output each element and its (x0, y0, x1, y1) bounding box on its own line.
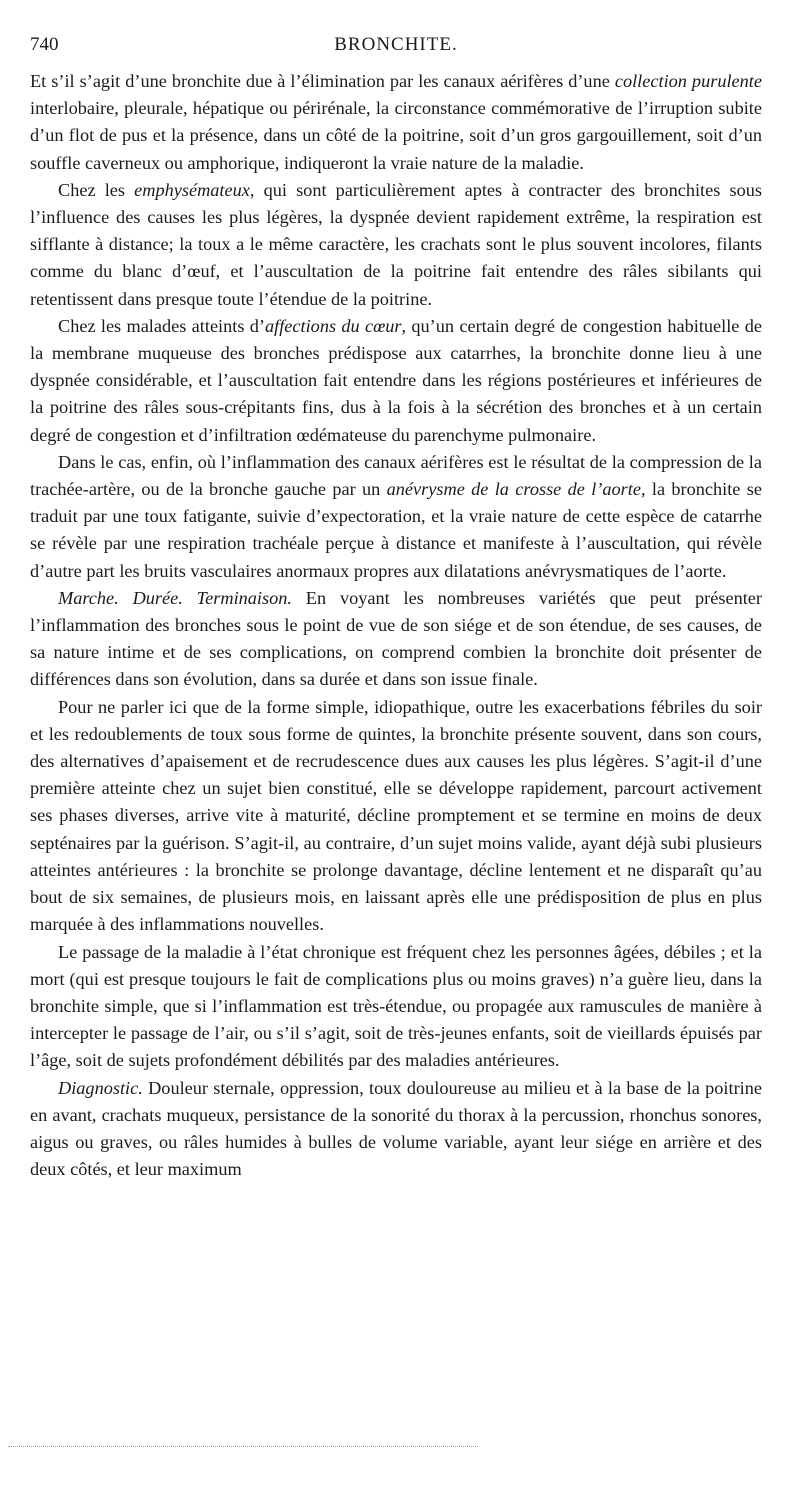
paragraph-text: Le passage de la maladie à l’état chronique est fréquent chez les personnes âgées, débiles ; et la mort (qui est presque toujours le fait de complications plus ou moins graves) n’a guère lieu, dans la bronchite simple, que si l’inflammation est très-étendue, ou propagée aux ramuscules de manière à intercepter le passage de l’air, ou s’il s’agit, soit de très-jeunes enfants, soit de vieillards épuisés par l’âge, soit de sujets profondément débilités par des maladies antérieures. (30, 941, 762, 1071)
page-header (30, 34, 762, 64)
paragraph-text: Et s’il s’agit d’une bronchite due à l’élimination par les canaux aérifères d’une (30, 71, 615, 91)
paragraph-text: , qui sont particulièrement aptes à contracter des bronchites sous l’influence des causes les plus légères, la dyspnée devient rapidement extrême, la respiration est sifflante à distance; la toux a le même caractère, les crachats sont le plus souvent incolores, filants comme du blanc d’œuf, et l’auscultation de la poitrine fait entendre des râles sibilants qui retentissent dans presque toute l’étendue de la poitrine. (30, 179, 762, 309)
body-text (30, 68, 762, 1183)
paragraph-text: Chez les malades atteints d’ (58, 315, 265, 336)
paragraph-text: Douleur sternale, oppression, toux douloureuse au milieu et à la base de la poitrine en avant, crachats muqueux, persistance de la sonorité du thorax à la percussion, rhonchus sonores, aigus ou graves, ou râles humides à bulles de volume variable, ayant leur siége en arrière et des deux côtés, et leur maximum (30, 1077, 762, 1180)
page-number: 740 (30, 34, 59, 55)
italic-text: emphysémateux (134, 179, 250, 200)
italic-text: collection purulente (614, 71, 762, 91)
footer-rule (8, 1446, 478, 1447)
paragraph (30, 1075, 762, 1184)
page (30, 34, 762, 1183)
paragraph (30, 177, 762, 313)
paragraph-text: , la bronchite se traduit par une toux fatigante, suivie d’expectoration, et la vraie nature de cette espèce de catarrhe se révèle par une respiration trachéale perçue à distance et manifeste à l’auscultation, qui révèle d’autre part les bruits vasculaires anormaux propres aux dilatations anévrysmatiques de l’aorte. (30, 479, 762, 581)
paragraph (30, 449, 762, 585)
paragraph-text: Chez les (58, 179, 135, 200)
italic-text: Marche. Durée. Terminaison. (58, 587, 292, 608)
italic-text: Diagnostic. (58, 1077, 143, 1098)
paragraph (30, 68, 762, 177)
paragraph-text: , qu’un certain degré de congestion habituelle de la membrane muqueuse des bronches prédispose aux catarrhes, la bronchite donne lieu à une dyspnée considérable, et l’auscultation fait entendre dans les régions postérieures et inférieures de la poitrine des râles sous-crépitants fins, dus à la fois à la sécrétion des bronches et à un certain degré de congestion et d’infiltration œdémateuse du parenchyme pulmonaire. (30, 315, 762, 445)
running-title: BRONCHITE. (334, 34, 458, 55)
paragraph (30, 939, 762, 1075)
paragraph-text: Pour ne parler ici que de la forme simple, idiopathique, outre les exacerbations fébriles du soir et les redoublements de toux sous forme de quintes, la bronchite présente souvent, dans son cours, des alternatives d’apaisement et de recrudescence dues aux causes les plus légères. S’agit-il d’une première atteinte chez un sujet bien constitué, elle se développe rapidement, parcourt activement ses phases diverses, arrive vite à maturité, décline promptement et se termine en moins de deux septénaires par la guérison. S’agit-il, au contraire, d’un sujet moins valide, ayant déjà subi plusieurs atteintes antérieures : la bronchite se prolonge davantage, décline lentement et ne disparaît qu’au bout de six semaines, de plusieurs mois, en laissant après elle une prédisposition de plus en plus marquée à des inflammations nouvelles. (30, 696, 762, 935)
italic-text: anévrysme de la crosse de l’aorte (386, 479, 641, 500)
paragraph (30, 585, 762, 694)
paragraph (30, 313, 762, 449)
italic-text: affections du cœur (265, 315, 402, 336)
paragraph (30, 694, 762, 939)
paragraph-text: En voyant les nombreuses variétés que peut présenter l’inflammation des bronches sous le point de vue de son siége et de son étendue, de ses causes, de sa nature intime et de ses complications, on comprend combien la bronchite doit présenter de différences dans son évolution, dans sa durée et dans son issue finale. (30, 587, 763, 690)
paragraph-text: Dans le cas, enfin, où l’inflammation des canaux aérifères est le résultat de la compression de la trachée-artère, ou de la bronche gauche par un (30, 451, 762, 500)
paragraph-text: interlobaire, pleurale, hépatique ou périrénale, la circonstance commémorative de l’irruption subite d’un flot de pus et la présence, dans un côté de la poitrine, soit d’un gros gargouillement, soit d’un souffle caverneux ou amphorique, indiqueront la vraie nature de la maladie. (30, 98, 762, 173)
